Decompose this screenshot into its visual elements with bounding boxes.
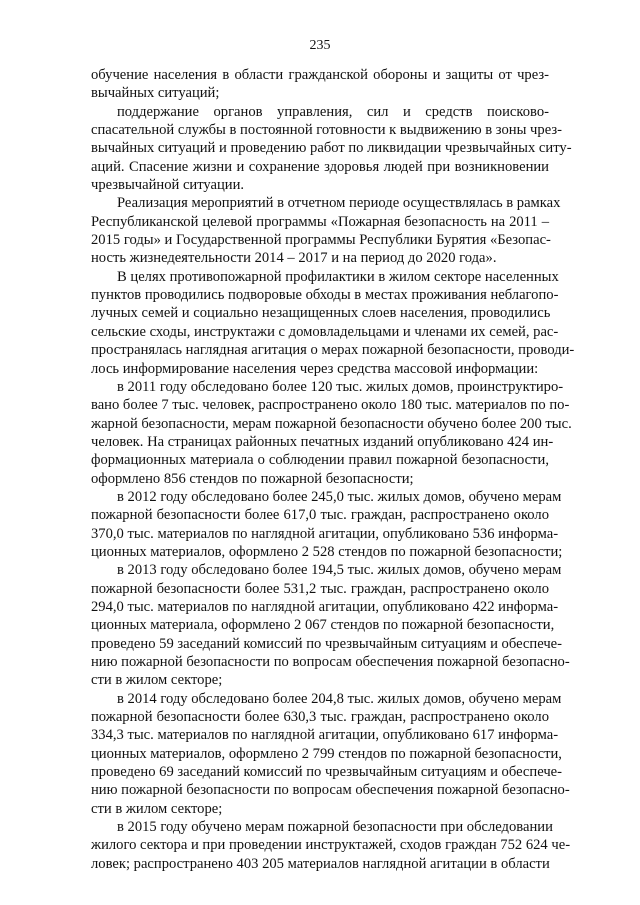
text-line: в 2011 году обследовано более 120 тыс. жилых домов, проинструктиро- [117, 378, 564, 395]
text-line: в 2015 году обучено мерам пожарной безопасности при обследовании [117, 819, 553, 836]
paragraph [91, 378, 572, 488]
text-line: обучение населения в области гражданской обороны и защиты от чрез- [91, 67, 549, 83]
paragraph [91, 488, 563, 561]
text-line: ность жизнедеятельности 2014 – 2017 и на период до 2020 года». [91, 250, 497, 267]
text-line: ционных материалов, оформлено 2 528 стендов по пожарной безопасности; [91, 543, 563, 560]
body-text [91, 66, 575, 873]
text-line: проведено 59 заседаний комиссий по чрезвычайным ситуациям и обеспече- [91, 635, 563, 652]
text-line: пожарной безопасности более 630,3 тыс. граждан, распространено около [91, 709, 549, 726]
text-line: в 2012 году обследовано более 245,0 тыс. жилых домов, обучено мерам [117, 488, 562, 505]
text-line: 2015 годы» и Государственной программы Республики Бурятия «Безопас- [91, 232, 551, 249]
text-line: аций. Спасение жизни и сохранение здоровья людей при возникновении [91, 158, 549, 175]
text-line: лось информирование населения через средства массовой информации: [91, 360, 539, 377]
paragraph [91, 818, 571, 873]
text-line: сельские сходы, инструктажи с домовладельцами и членами их семей, рас- [91, 323, 559, 340]
text-line: Реализация мероприятий в отчетном периоде осуществлялась в рамках [117, 195, 561, 212]
text-line: человек. На страницах районных печатных изданий опубликовано 424 ин- [91, 433, 554, 450]
text-line: В целях противопожарной профилактики в жилом секторе населенных [117, 268, 559, 285]
text-line: ционных материалов, оформлено 2 799 стендов по пожарной безопасности, [91, 745, 562, 762]
text-line: вычайных ситуаций; [91, 85, 220, 102]
page-number: 235 [309, 38, 331, 53]
text-line: сти в жилом секторе; [91, 800, 223, 817]
text-line: спасательной службы в постоянной готовности к выдвижению в зоны чрез- [91, 122, 562, 139]
text-line: оформлено 856 стендов по пожарной безопасности; [91, 470, 414, 487]
text-line: лучных семей и социально незащищенных слоев населения, проводились [91, 305, 551, 322]
text-line: вычайных ситуаций и проведению работ по ликвидации чрезвычайных ситу- [91, 140, 572, 157]
paragraph [91, 268, 575, 378]
text-line: пожарной безопасности более 531,2 тыс. граждан, распространено около [91, 580, 549, 597]
text-line: проведено 69 заседаний комиссий по чрезвычайным ситуациям и обеспече- [91, 764, 563, 781]
text-line: пожарной безопасности более 617,0 тыс. граждан, распространено около [91, 507, 549, 524]
text-line: пространялась наглядная агитация о мерах пожарной безопасности, проводи- [91, 342, 575, 359]
text-line: в 2014 году обследовано более 204,8 тыс. жилых домов, обучено мерам [117, 690, 562, 707]
text-line: сти в жилом секторе; [91, 672, 223, 689]
text-line: пунктов проводились подворовые обходы в местах проживания неблагопо- [91, 287, 559, 304]
text-line: 294,0 тыс. материалов по наглядной агитации, опубликовано 422 информа- [91, 598, 559, 615]
paragraph [91, 194, 561, 267]
text-line: Республиканской целевой программы «Пожарная безопасность на 2011 – [91, 213, 549, 230]
text-line: формационных материала о соблюдении правил пожарной безопасности, [91, 452, 549, 469]
text-line: чрезвычайной ситуации. [91, 177, 245, 194]
paragraph [91, 690, 570, 818]
text-line: нию пожарной безопасности по вопросам обеспечения пожарной безопасно- [91, 654, 570, 670]
paragraph [91, 66, 549, 103]
text-line: поддержание органов управления, сил и средств поисково- [117, 103, 549, 120]
paragraph [91, 103, 572, 195]
text-line: жарной безопасности, мерам пожарной безопасности обучено более 200 тыс. [91, 415, 572, 432]
text-line: ловек; распространено 403 205 материалов наглядной агитации в области [91, 855, 550, 872]
text-line: 370,0 тыс. материалов по наглядной агитации, опубликовано 536 информа- [91, 525, 559, 542]
text-line: нию пожарной безопасности по вопросам обеспечения пожарной безопасно- [91, 782, 570, 799]
text-line: жилого сектора и при проведении инструктажей, сходов граждан 752 624 че- [91, 837, 571, 854]
text-line: ционных материала, оформлено 2 067 стендов по пожарной безопасности, [91, 617, 555, 634]
text-line: вано более 7 тыс. человек, распространено около 180 тыс. материалов по по- [91, 397, 570, 414]
paragraph [91, 561, 570, 689]
text-line: в 2013 году обследовано более 194,5 тыс. жилых домов, обучено мерам [117, 562, 562, 579]
text-line: 334,3 тыс. материалов по наглядной агитации, опубликовано 617 информа- [91, 727, 559, 744]
